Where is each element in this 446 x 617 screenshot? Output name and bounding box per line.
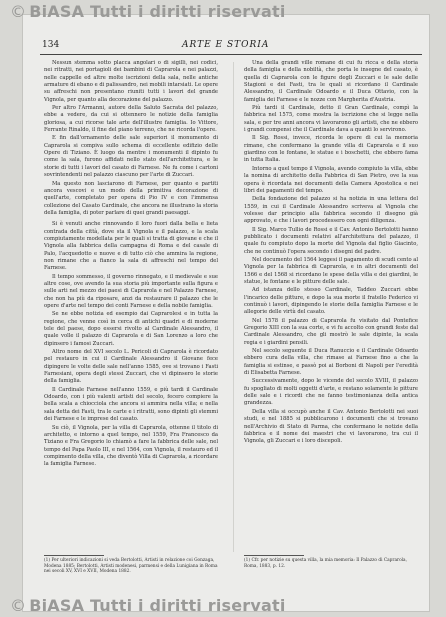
paragraph: Una della grandi ville romane di cui fu ricca e della storia della famiglia e della nobiltà, che porta le insegne del casato, è quella di Caprarola con le figure degli Zuccari e le sale delle Stagioni e dei Fasti, tra le quali si ricordano il Cardinale Alessandro, il Cardinale Odoardo e il Duca Ottavio, con la famiglia dei Farnese e le nozze con Margherita d'Austria. (244, 60, 418, 103)
paragraph: Il Cardinale Farnese nell'anno 1559, e più tardi il Cardinale Odoardo, con i più valenti artisti del secolo, fecero compiere la bella scala a chiocciola che ancora si ammira nella villa; e nella sala detta dei Fasti, tra le carte e i ritratti, sono dipinti gli stemmi dei Farnese e le imprese del casato. (44, 386, 218, 423)
paragraph: Il tempo sommesso, il governo rinnegato, e il medievale e sue altre cose, ove avendo la sua storia più importante sulla figura e sulle arti nel mezzo dei paesi di Caprarola e nel Palazzo Farnese, che non ha più da riposare, anzi da restaurare il palazzo che le opere d'arte nel tempo dei conti Farnese e della nobile famiglia. (44, 273, 218, 309)
paragraph: Nessun stemma sotto placca angolari o di sigilli, nei codici, nei ritratti, nei portagioli dei bambini di Caprarola e nei palazzi, nelle cappelle ed altre molte iscrizioni della sala, nelle antiche armature di ebano e di palissandro, nei mobili intarsiati. Le opere su affreschi non presentano riuniti tutti i lavori del grande Vignola, per quanto alla decorazione del palazzo. (44, 60, 218, 103)
footnote-right: (1) Cfr. per notizie su questa villa, la mia memoria: Il Palazzo di Caprarola, Roma, 1883, p. 12. (244, 558, 407, 569)
paragraph: Se ne ebbe notizia ed esempio dai Caprarolesi e in tutta la regione, che venne così in cerca di antichi quadri e di moderne tele del paese, dopo essersi rivolto al Cardinale Alessandro, il quale volle il palazzo di Caprarola e di San Lorenzo a loro che dipinsero i famosi Zuccari. (44, 311, 218, 347)
running-title: ARTE E STORIA (182, 40, 270, 50)
paragraph: Nel 1578 il palazzo di Caprarola fu visitato dal Pontefice Gregorio XIII con la sua corte, e vi fu accolto con grandi feste dal Cardinale Alessandro, che gli mostrò le sale dipinte, la scala regia e i giardini pensili. (244, 317, 418, 346)
paragraph: E fin dall'ornamento delle sale superiori il monumento di Caprarola si compiva sullo schema di eccellente edifizio delle Opere di Tiziano. È luogo da mentre i monumenti il dipinto fu come la sala, furono affidati nello stato dell'architettura, e le storie di tutti i lavori del casato di Farnese. Ne fu come i cartoni sovrintendenti nel palazzo ciascuno per l'arte di Zuccari. (44, 135, 218, 179)
paragraph: Nel secolo seguente il Duca Ranuccio e il Cardinale Odoardo ebbero cura della villa, che rimase ai Farnese fino a che la famiglia si estinse, e passò poi ai Borboni di Napoli per l'eredità di Elisabetta Farnese. (244, 348, 418, 377)
watermark-bottom (10, 596, 286, 615)
copyright-symbol: © (10, 596, 27, 615)
paragraph: Il Sig. Rossi, invece, ricorda le opere di cui la memoria rimane, che confermano la grande villa di Caprarola e il suo giardino con le fontane, le statue e i boschetti, che ebbero fama in tutta Italia. (244, 135, 418, 164)
header-rule (40, 54, 422, 55)
paragraph: Intorno a quel tempo il Vignola, avendo compiuto la villa, ebbe la nomina di architetto della Fabbrica di San Pietro, ove la sua opera è ricordata nei documenti della Camera Apostolica e nei libri dei pagamenti del tempo. (244, 165, 418, 194)
watermark-text: BiASA Tutti i diritti riservati (29, 596, 286, 615)
left-column (44, 60, 218, 470)
page-number: 134 (42, 40, 60, 50)
paragraph: Si è venuti anche rinnovando il loro fuori dalla bella e lieta contrada della città, dove sta il Vignola e il palazzo, e la scala compiutamente modellata per le quali si tratta di giovane e che il Vignola alla fabbrica della campagna di Roma e del casale di Palo, l'acquedotto e nuove e di tutto ciò che ammira la regione, non rimane che a fianco la sala di affreschi nel tempo del Farnese. (44, 221, 218, 272)
paragraph: Per altro l'Armanni, autore della Saluto Sacrata del palazzo, ebbe a vedere, da cui si ottennero le notizie della famiglia gloriosa, a cui ricorse tale arte dell'illustre famiglia. Io Vittore, Ferrante Rinaldo, il fine del piano terreno, che ne ricorda l'opere. (44, 105, 218, 134)
paragraph: Altro nome del XVI secolo L. Pericoli di Caprarola è ricordato pel restauro in cui il Cardinale Alessandro il Giovane fece dipingere le volte delle sale nell'anno 1585, ove si trovano i Fasti Farnesiani, opera degli stessi Zuccari, che vi dipinsero le storie della famiglia. (44, 349, 218, 385)
watermark-top (10, 2, 286, 21)
page-header (42, 40, 422, 54)
paragraph: Ma questo non lasciarono di Farnese, per quanto e partiti ancora vescovi e un modo della primitiva decorazione di quell'arte, completato per opera di Pio IV e con l'immensa collezione del Casato Cardinale, che ancora ne illustrano la storia della famiglia, di poter parlare di quei grandi paesaggi. (44, 180, 218, 216)
paragraph: Ad istanza dello stesso Cardinale, Taddeo Zuccari ebbe l'incarico delle pitture, e dopo la sua morte il fratello Federico vi continuò i lavori, dipingendo le storie della famiglia Farnese e le allegorie delle virtù del casato. (244, 287, 418, 316)
watermark-text: BiASA Tutti i diritti riservati (29, 2, 286, 21)
copyright-symbol: © (10, 2, 27, 21)
paragraph: Il Sig. Marco Tullio de Rossi e il Cav. Antonio Bertolotti hanno pubblicato i documenti relativi all'architettura del palazzo, il quale fu compiuto dopo la morte del Vignola dal figlio Giacinto, che ne continuò l'opera secondo i disegni del padre. (244, 226, 418, 255)
footnote-left: (1) Per ulteriori indicazioni si veda Bertolotti, Artisti in relazione coi Gonzaga, Modena 1885; Bertolotti, Artisti modenesi, parmensi e della Lunigiana in Roma nei secoli XV, XVI e XVII, Modena 1882. (44, 558, 218, 575)
paragraph: Della fondazione del palazzo si ha notizia in una lettera del 1559, in cui il Cardinale Alessandro scriveva al Vignola che volesse dar principio alla fabbrica secondo il disegno già approvato, e che i lavori procedessero con ogni diligenza. (244, 196, 418, 225)
paragraph: Della villa si occupò anche il Cav. Antonio Bertolotti nei suoi studi, e nel 1885 si pubblicarono i documenti che si trovano nell'Archivio di Stato di Parma, che confermano le notizie della fabbrica e il nome dei maestri che vi lavorarono, tra cui il Vignola, gli Zuccari e i loro discepoli. (244, 408, 418, 445)
paragraph: Su ciò, il Vignola, per la villa di Caprarola, ottenne il titolo di architetto, e intorno a quel tempo, nel 1559, Fra Francesco da Tiziano e Fra Gregorio lo chiamò a fare la fabbrica delle sale, nel tempo del Papa Paolo III, e nel 1564, con Vignola, il restauro ed il compimento della villa, che diventò Villa di Caprarola, a ricordare la famiglia Farnese. (44, 424, 218, 468)
paragraph: Successivamente, dopo le vicende del secolo XVIII, il palazzo fu spogliato di molti oggetti d'arte, e restano solamente le pitture delle sale e i ricordi che ne fanno testimonianza della antica grandezza. (244, 378, 418, 407)
paragraph: Più tardi il Cardinale, detto il Gran Cardinale, compì la fabbrica nel 1575, come mostra la iscrizione che si legge nella sala, e per tre anni ancora vi lavorarono gli artisti, che ne ebbero i grandi compensi che il Cardinale dava a quanti lo servirono. (244, 105, 418, 134)
column-gutter (233, 62, 234, 552)
footnote-rule-left (44, 555, 104, 556)
right-column (244, 60, 418, 447)
paragraph: Nel documento del 1564 leggesi il pagamento di scudi cento al Vignola per la fabbrica di Caprarola, e in altri documenti del 1566 e del 1568 si ricordano le spese della villa e dei giardini, le statue, le fontane e le pitture delle sale. (244, 256, 418, 285)
footnote-rule-right (244, 555, 304, 556)
